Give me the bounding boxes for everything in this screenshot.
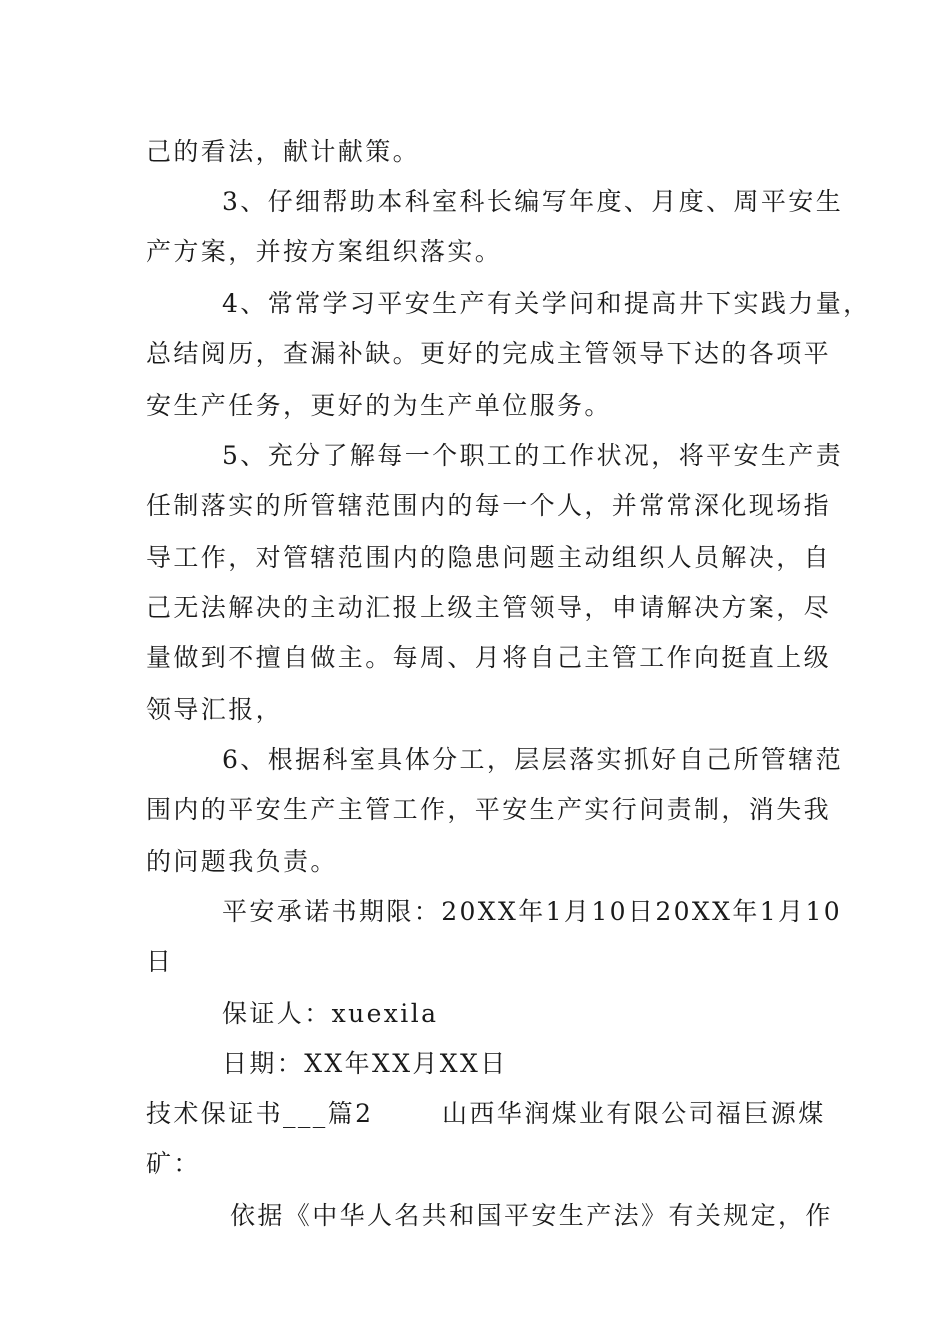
list-item-3: 3、仔细帮助本科室科长编写年度、月度、周平安生: [222, 187, 844, 216]
text-line: 产方案，并按方案组织落实。: [146, 237, 503, 266]
text-line: 总结阅历，查漏补缺。更好的完成主管领导下达的各项平: [146, 339, 832, 368]
text-line: 日: [146, 947, 174, 976]
guarantor: 保证人：xuexila: [222, 999, 439, 1028]
list-item-5: 5、充分了解每一个职工的工作状况，将平安生产责: [222, 441, 844, 470]
text-line: 领导汇报，: [146, 695, 284, 724]
text-line: 量做到不擅自做主。每周、月将自己主管工作向挺直上级: [146, 643, 832, 672]
list-item-6: 6、根据科室具体分工，层层落实抓好自己所管辖范: [222, 745, 844, 774]
commitment-period: 平安承诺书期限：20XX年1月10日20XX年1月10: [222, 897, 843, 926]
text-line: 围内的平安生产主管工作，平安生产实行问责制，消失我: [146, 795, 832, 824]
text-line: 任制落实的所管辖范围内的每一个人，并常常深化现场指: [146, 491, 832, 520]
text-line: 依据《中华人名共和国平安生产法》有关规定，作: [230, 1201, 833, 1230]
section-title: 技术保证书___篇2: [146, 1099, 374, 1128]
list-item-4: 4、常常学习平安生产有关学问和提高井下实践力量，: [222, 289, 871, 318]
text-line: 安生产任务，更好的为生产单位服务。: [146, 391, 612, 420]
text-line: 导工作，对管辖范围内的隐患问题主动组织人员解决，自: [146, 543, 832, 572]
text-line: 矿：: [146, 1149, 201, 1178]
text-line: 己无法解决的主动汇报上级主管领导，申请解决方案，尽: [146, 593, 832, 622]
date-line: 日期：XX年XX月XX日: [222, 1049, 508, 1078]
text-line: 的问题我负责。: [146, 847, 338, 876]
recipient: 山西华润煤业有限公司福巨源煤: [442, 1099, 826, 1128]
text-line: 己的看法，献计献策。: [146, 137, 421, 166]
